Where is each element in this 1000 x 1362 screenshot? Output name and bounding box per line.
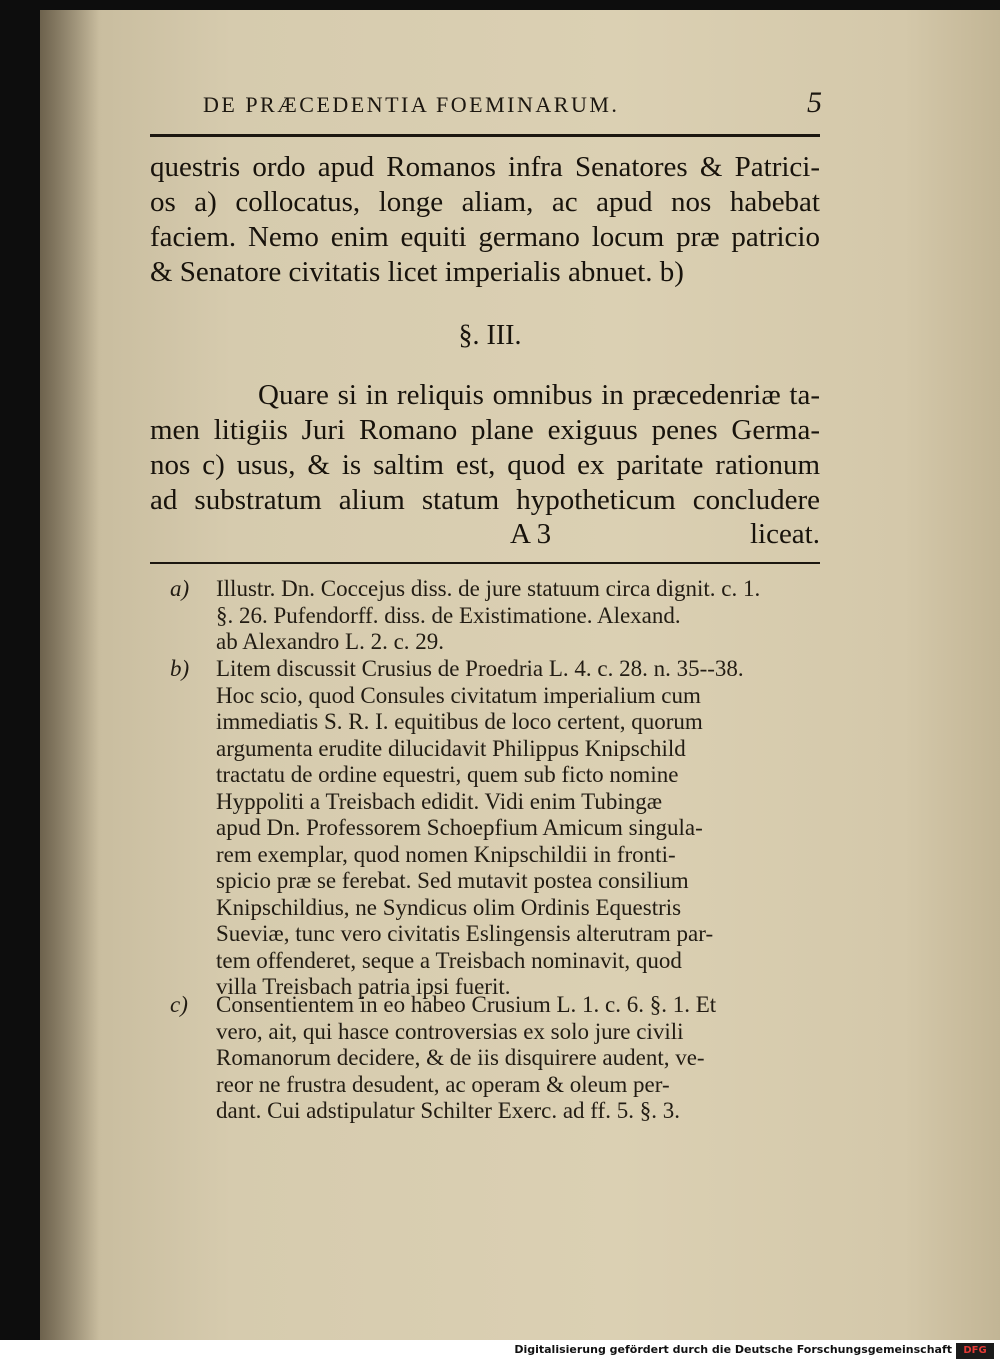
running-title: DE PRÆCEDENTIA FOEMINARUM. (203, 92, 620, 117)
text-line: Quare si in reliquis omnibus in præcedenriæ ta- (258, 379, 820, 411)
footnote-line: apud Dn. Professorem Schoepfium Amicum singula- (216, 815, 703, 840)
running-header (203, 86, 825, 132)
footnote-line: spicio præ se ferebat. Sed mutavit postea consilium (216, 868, 689, 893)
page-number: 5 (807, 86, 825, 119)
footnote-line: Consentientem in eo habeo Crusium L. 1. c. 6. §. 1. Et (216, 992, 717, 1017)
footnote-line: Hyppoliti a Treisbach edidit. Vidi enim Tubingæ (216, 788, 663, 814)
footnote-line: tem offenderet, seque a Treisbach nominavit, quod (216, 947, 682, 973)
footnote-line: Sueviæ, tunc vero civitatis Eslingensis alterutram par- (216, 921, 714, 946)
funding-footer (0, 1340, 1000, 1362)
footnote-line: ab Alexandro L. 2. c. 29. (216, 629, 445, 654)
footnote-line: argumenta erudite dilucidavit Philippus Knipschild (216, 735, 686, 761)
catchword: liceat. (749, 518, 820, 550)
text-line: men litigiis Juri Romano plane exiguus penes Germa- (150, 414, 820, 446)
section-heading: §. III. (458, 320, 522, 351)
header-rule (150, 134, 820, 137)
footnote-line: Hoc scio, quod Consules civitatum imperialium cum (216, 682, 701, 708)
footnote-line: Litem discussit Crusius de Proedria L. 4. c. 28. n. 35--38. (216, 656, 744, 681)
footnote-c (170, 992, 820, 1125)
text-line: os a) collocatus, longe aliam, ac apud nos habebat (150, 186, 820, 218)
funding-credit: Digitalisierung gefördert durch die Deutsche Forschungsgemeinschaft (514, 1343, 952, 1356)
footnote-line: vero, ait, qui hasce controversias ex solo jure civili (216, 1018, 684, 1044)
footnote-b (170, 656, 820, 1001)
signature-line (150, 518, 820, 553)
footnote-line: reor ne frustra desudent, ac operam & oleum per- (216, 1071, 670, 1097)
dfg-logo (956, 1343, 994, 1359)
footnote-line: immediatis S. R. I. equitibus de loco certent, quorum (216, 709, 703, 734)
footnote-line: villa Treisbach patria ipsi fuerit. (216, 974, 511, 999)
footnote-line: rem exemplar, quod nomen Knipschildii in fronti- (216, 841, 676, 867)
signature-mark: A 3 (510, 518, 552, 550)
footnote-marker: c) (170, 992, 188, 1017)
footnote-line: Romanorum decidere, & de iis disquirere audent, ve- (216, 1045, 705, 1070)
footnote-a (170, 576, 820, 656)
footnote-line: dant. Cui adstipulatur Schilter Exerc. ad ff. 5. §. 3. (216, 1098, 680, 1123)
text-line: questris ordo apud Romanos infra Senatores & Patrici- (150, 151, 820, 183)
footnote-line: Knipschildius, ne Syndicus olim Ordinis Equestris (216, 894, 682, 920)
footnote-line: §. 26. Pufendorff. diss. de Existimatione. Alexand. (216, 602, 681, 628)
footnote-marker: a) (170, 576, 190, 601)
text-line: & Senatore civitatis licet imperialis abnuet. b) (150, 256, 684, 288)
footnote-rule (150, 562, 820, 564)
footnote-line: Illustr. Dn. Coccejus diss. de jure statuum circa dignit. c. 1. (216, 576, 761, 601)
paragraph-1 (150, 150, 820, 290)
text-line: ad substratum alium statum hypotheticum concludere (150, 484, 820, 516)
text-line: faciem. Nemo enim equiti germano locum præ patricio (150, 221, 820, 253)
gutter-shadow (40, 10, 100, 1340)
footnote-marker: b) (170, 656, 190, 681)
logo-text: DFG (963, 1345, 987, 1356)
paragraph-2 (150, 378, 820, 518)
footnote-line: tractatu de ordine equestri, quem sub ficto nomine (216, 762, 679, 787)
text-line: nos c) usus, & is saltim est, quod ex paritate rationum (150, 449, 820, 481)
